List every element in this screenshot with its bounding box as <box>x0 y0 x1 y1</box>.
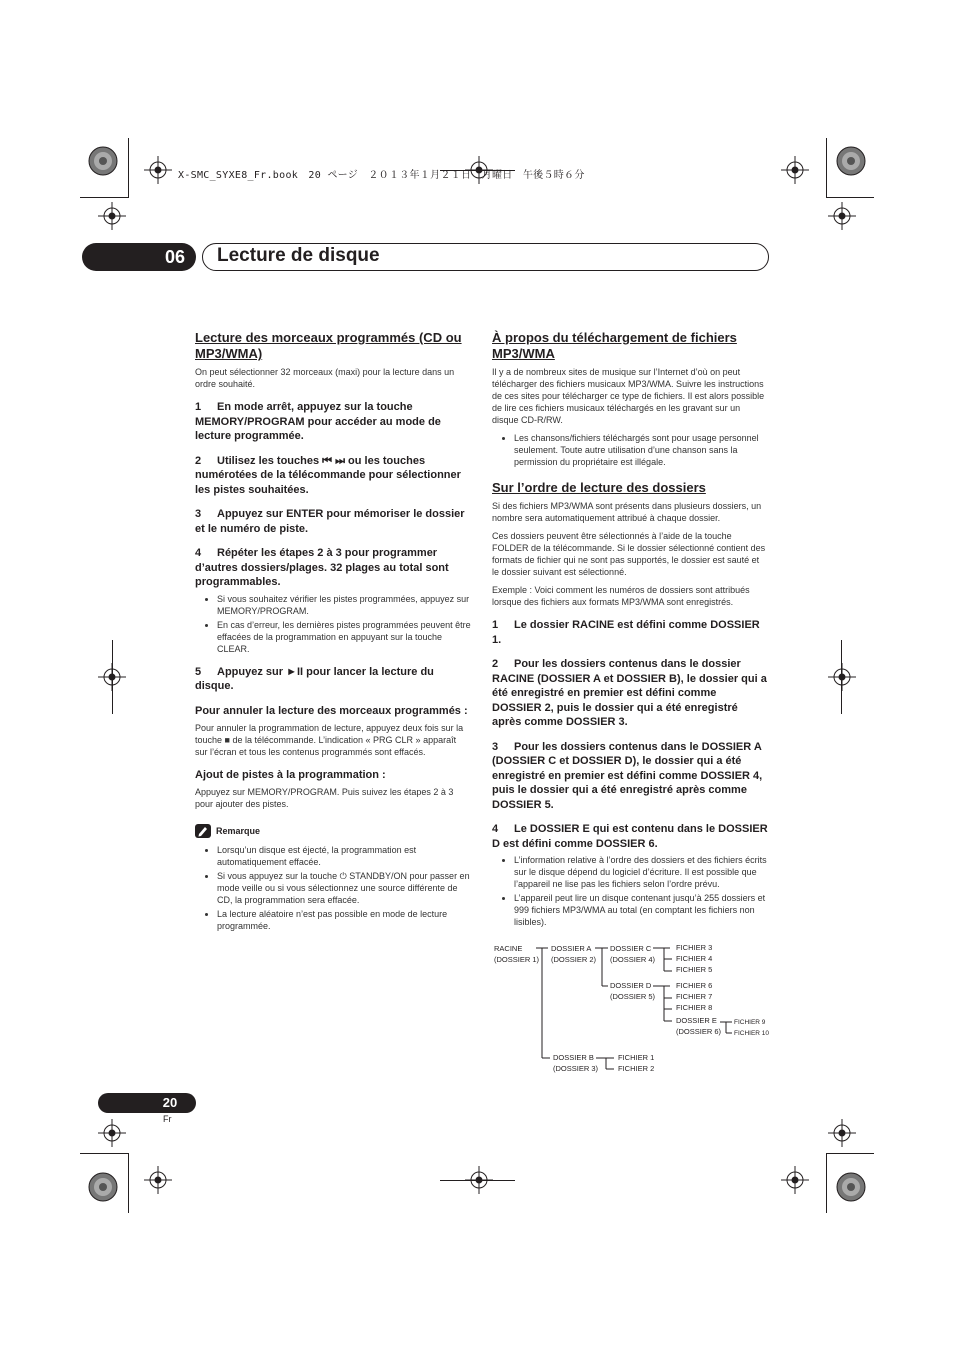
paragraph: Ces dossiers peuvent être sélectionnés à l’aide de la touche FOLDER de la télécommande. Si le dossier sélectionné contient des formats de fichier qui ne sont pas supportés, le dossier est sauté et le dossier suivant est sélectionné. <box>492 531 766 577</box>
cancel-text: Pour annuler la programmation de lecture, appuyez deux fois sur la touche ■ de la télécommande. L’indication « PRG CLR » apparaît sur l’écran et tous les contenus programmés sont effacés. <box>195 722 464 757</box>
right-column <box>492 330 768 934</box>
tree-files-b: FICHIER 1 FICHIER 2 <box>618 1053 655 1073</box>
step-2: 2 Utilisez les touches ⏮ ⏭ ou les touches numérotées de la télécommande pour sélectionner les pistes souhaitées. <box>195 454 461 496</box>
intro-text: On peut sélectionner 32 morceaux (maxi) pour la lecture dans un ordre souhaité. <box>195 367 455 389</box>
chapter-title: Lecture de disque <box>217 245 380 266</box>
registration-mark-icon <box>98 202 126 230</box>
note-label: Remarque <box>216 825 261 836</box>
registration-mark-icon <box>828 202 856 230</box>
paragraph: Si des fichiers MP3/WMA sont présents dans plusieurs dossiers, un nombre sera automatiquement attribué à chaque dossier. <box>492 501 762 523</box>
registration-mark-icon <box>781 156 809 184</box>
step-4: 4 Le DOSSIER E qui est contenu dans le DOSSIER D est défini comme DOSSIER 6. <box>492 823 768 850</box>
step-1: 1 Le dossier RACINE est défini comme DOSSIER 1. <box>492 619 760 646</box>
step-4-bullets <box>195 593 471 655</box>
add-heading: Ajout de pistes à la programmation : <box>195 768 386 781</box>
bullet-list <box>492 432 768 468</box>
tree-node-dossier-b: DOSSIER B (DOSSIER 3) <box>553 1053 599 1073</box>
registration-mark-icon <box>98 1119 126 1147</box>
step-3: 3 Appuyez sur ENTER pour mémoriser le dossier et le numéro de piste. <box>195 508 465 535</box>
list-item: • L’information relative à l’ordre des dossiers et des fichiers écrits sur le disque dépend du logiciel d’écriture. Il est possible que l’appareil ne lise pas les fichiers selon l’ordre prévu. <box>514 854 768 890</box>
cancel-heading: Pour annuler la lecture des morceaux programmés : <box>195 704 468 717</box>
tree-files-e: FICHIER 9 FICHIER 10 <box>734 1019 770 1037</box>
step-4-bullets <box>492 854 768 928</box>
tree-files-c: FICHIER 3 FICHIER 4 FICHIER 5 <box>676 943 713 974</box>
paragraph: Il y a de nombreux sites de musique sur l’Internet d’où on peut télécharger des fichiers musicaux MP3/WMA. Suivre les instructions de ces sites pour télécharger ce type de fichiers. Il est alors possible de lire ces fichiers musicaux téléchargés en les gravant sur un disque CD-R/RW. <box>492 367 765 425</box>
tree-node-dossier-d: DOSSIER D (DOSSIER 5) <box>610 981 656 1001</box>
list-item: • En cas d’erreur, les dernières pistes programmées peuvent être effacées de la programmation en appuyant sur la touche CLEAR. <box>217 619 471 655</box>
registration-mark-icon <box>144 156 172 184</box>
tree-node-racine: RACINE (DOSSIER 1) <box>494 944 540 964</box>
registration-mark-icon <box>828 663 856 691</box>
list-item: • Si vous souhaitez vérifier les pistes programmées, appuyez sur MEMORY/PROGRAM. <box>217 593 471 617</box>
registration-mark-icon <box>828 1119 856 1147</box>
tree-node-dossier-e: DOSSIER E (DOSSIER 6) <box>676 1016 722 1036</box>
list-item: • Lorsqu’un disque est éjecté, la programmation est automatiquement effacée. <box>217 844 471 868</box>
section-heading: Sur l’ordre de lecture des dossiers <box>492 480 706 495</box>
tree-node-dossier-c: DOSSIER C (DOSSIER 4) <box>610 944 656 964</box>
page-language: Fr <box>163 1114 172 1124</box>
registration-mark-icon <box>144 1166 172 1194</box>
section-heading: À propos du téléchargement de fichiers MP3/WMA <box>492 330 737 361</box>
step-4: 4 Répéter les étapes 2 à 3 pour programmer d’autres dossiers/plages. 32 plages au total sont programmables. <box>195 547 449 588</box>
add-text: Appuyez sur MEMORY/PROGRAM. Puis suivez les étapes 2 à 3 pour ajouter des pistes. <box>195 786 454 809</box>
registration-mark-icon <box>781 1166 809 1194</box>
list-item: • Si vous appuyez sur la touche ⏻ STANDBY/ON pour passer en mode veille ou si vous sélectionnez une source différente de CD, la programmation sera effacée. <box>217 870 471 906</box>
color-dial-icon <box>836 1172 866 1202</box>
page-number: 20 <box>162 1095 178 1110</box>
step-5: 5 Appuyez sur ►II pour lancer la lecture du disque. <box>195 665 434 692</box>
book-header: X-SMC_SYXE8_Fr.book 20 ページ ２０１３年１月２１日 月曜日 午後５時６分 <box>178 170 585 181</box>
section-heading: Lecture des morceaux programmés (CD ou MP3/WMA) <box>195 330 462 361</box>
registration-mark-icon <box>98 663 126 691</box>
list-item: • La lecture aléatoire n’est pas possible en mode de lecture programmée. <box>217 908 471 932</box>
step-2: 2 Pour les dossiers contenus dans le dossier RACINE (DOSSIER A et DOSSIER B), le dossier qui a été enregistré en premier est défini comme DOSSIER 2, puis le dossier qui a été enregistré après comme DOSSIER 3. <box>492 658 767 728</box>
tree-node-dossier-a: DOSSIER A (DOSSIER 2) <box>551 944 597 964</box>
color-dial-icon <box>88 146 118 176</box>
chapter-number: 06 <box>164 247 186 267</box>
list-item: • Les chansons/fichiers téléchargés sont pour usage personnel seulement. Toute autre utilisation d’une chanson sans la permission du propriétaire est illégale. <box>514 432 768 468</box>
list-item: • L’appareil peut lire un disque contenant jusqu’à 255 dossiers et 999 fichiers MP3/WMA au total (en comptant les fichiers non lisibles). <box>514 892 768 928</box>
step-3: 3 Pour les dossiers contenus dans le DOSSIER A (DOSSIER C et DOSSIER D), le dossier qui a été enregistré en premier est défini comme DOSSIER 4, puis le dossier qui a été enregistré après comme DOSSIER 5. <box>492 740 763 811</box>
note-header <box>195 824 471 838</box>
step-1: 1 En mode arrêt, appuyez sur la touche MEMORY/PROGRAM pour accéder au mode de lecture programmée. <box>195 401 441 442</box>
color-dial-icon <box>88 1172 118 1202</box>
left-column <box>195 330 471 938</box>
tree-files-d: FICHIER 6 FICHIER 7 FICHIER 8 <box>676 981 713 1012</box>
note-list <box>195 844 471 932</box>
pencil-icon <box>195 824 211 838</box>
paragraph: Exemple : Voici comment les numéros de dossiers sont attribués lorsque des fichiers aux formats MP3/WMA sont enregistrés. <box>492 585 750 607</box>
color-dial-icon <box>836 146 866 176</box>
registration-mark-icon <box>465 1166 493 1194</box>
